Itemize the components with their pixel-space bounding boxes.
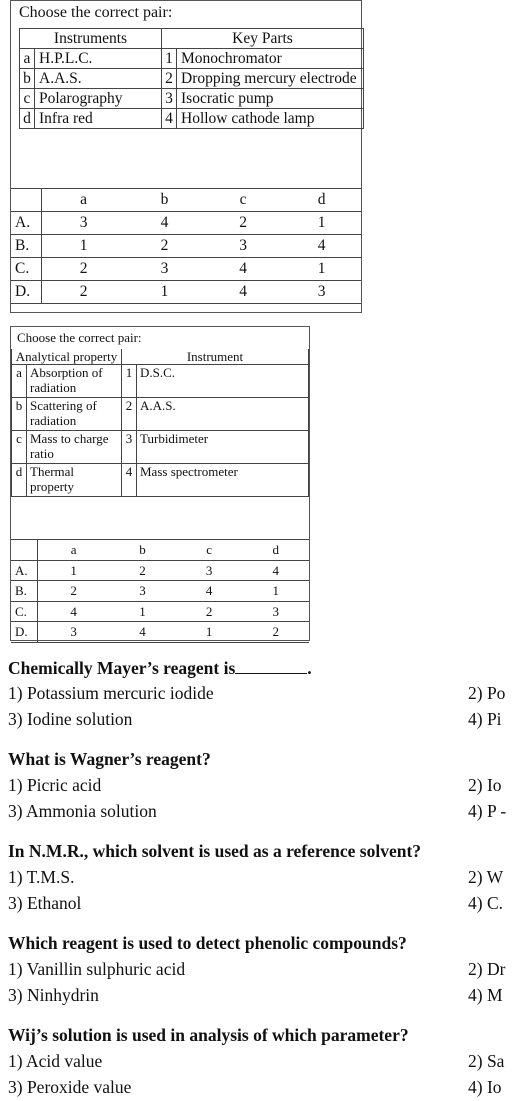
answer-cell: 1	[282, 212, 361, 235]
question-2-answer-table	[11, 539, 309, 643]
answer-header-a: a	[42, 189, 126, 212]
q7-option-1[interactable]: 1) Acid value	[8, 1051, 103, 1071]
answer-cell: 2	[176, 601, 243, 622]
answer-cell: 2	[125, 235, 204, 258]
answer-cell: 3	[176, 560, 243, 581]
q3-option-4[interactable]: 4) Pi	[468, 709, 502, 729]
answer-header-a: a	[38, 540, 110, 561]
answer-cell: 2	[242, 622, 309, 643]
q7-option-2[interactable]: 2) Sa	[468, 1051, 505, 1071]
property-cell: Mass to charge ratio	[27, 431, 122, 464]
row-number: 1	[122, 365, 137, 398]
option-label: A.	[11, 560, 38, 581]
answer-header-c: c	[176, 540, 243, 561]
column-header-analytical-property: Analytical property	[12, 349, 122, 365]
q4-option-1[interactable]: 1) Picric acid	[8, 775, 102, 795]
row-letter: a	[20, 49, 35, 69]
column-header-key-parts: Key Parts	[162, 29, 364, 49]
instrument-cell: A.A.S.	[35, 69, 162, 89]
answer-cell: 2	[42, 258, 126, 281]
answer-cell: 2	[109, 560, 176, 581]
q7-option-4[interactable]: 4) Io	[468, 1077, 502, 1097]
q7-option-3[interactable]: 3) Peroxide value	[8, 1077, 132, 1097]
question-7-text: Wij’s solution is used in analysis of which parameter?	[8, 1025, 409, 1045]
answer-row-c[interactable]	[11, 601, 309, 622]
answer-cell: 1	[109, 601, 176, 622]
answer-cell: 3	[109, 581, 176, 602]
instrument-cell: Infra red	[35, 109, 162, 129]
table-row	[20, 89, 364, 109]
answer-cell: 4	[38, 601, 110, 622]
row-letter: b	[20, 69, 35, 89]
row-letter: d	[20, 109, 35, 129]
question-4-text: What is Wagner’s reagent?	[8, 749, 211, 769]
q5-option-2[interactable]: 2) W	[468, 867, 504, 887]
instrument-cell: H.P.L.C.	[35, 49, 162, 69]
q6-option-2[interactable]: 2) Dr	[468, 959, 506, 979]
instrument-cell: Turbidimeter	[137, 431, 309, 464]
key-part-cell: Isocratic pump	[177, 89, 364, 109]
key-part-cell: Monochromator	[177, 49, 364, 69]
q3-option-1[interactable]: 1) Potassium mercuric iodide	[8, 683, 214, 703]
answer-cell: 1	[38, 560, 110, 581]
property-cell: Scattering of radiation	[27, 398, 122, 431]
answer-cell: 3	[204, 235, 283, 258]
q4-option-3[interactable]: 3) Ammonia solution	[8, 801, 157, 821]
answer-header-b: b	[125, 189, 204, 212]
question-3-text	[8, 658, 312, 679]
table-row	[20, 109, 364, 129]
answer-header-blank	[11, 189, 42, 212]
answer-cell: 4	[282, 235, 361, 258]
key-part-cell: Hollow cathode lamp	[177, 109, 364, 129]
answer-row-d[interactable]	[11, 281, 361, 304]
answer-row-b[interactable]	[11, 235, 361, 258]
answer-cell: 1	[242, 581, 309, 602]
table-row	[12, 464, 309, 497]
property-cell: Thermal property	[27, 464, 122, 497]
row-number: 3	[162, 89, 177, 109]
q4-option-4[interactable]: 4) P -	[468, 801, 507, 821]
column-header-instruments: Instruments	[20, 29, 162, 49]
row-letter: d	[12, 464, 27, 497]
answer-cell: 3	[125, 258, 204, 281]
question-1-answer-table	[11, 188, 361, 304]
answer-cell: 4	[204, 281, 283, 304]
answer-cell: 3	[242, 601, 309, 622]
table-row	[20, 49, 364, 69]
instrument-cell: Polarography	[35, 89, 162, 109]
option-label: D.	[11, 622, 38, 643]
question-3-stem: Chemically Mayer’s reagent is	[8, 658, 236, 678]
answer-row-c[interactable]	[11, 258, 361, 281]
row-number: 3	[122, 431, 137, 464]
row-number: 4	[162, 109, 177, 129]
column-header-instrument: Instrument	[122, 349, 309, 365]
q6-option-3[interactable]: 3) Ninhydrin	[8, 985, 99, 1005]
question-2-title: Choose the correct pair:	[17, 330, 142, 345]
question-2-match-table	[11, 349, 309, 497]
table-row	[20, 69, 364, 89]
option-label: A.	[11, 212, 42, 235]
option-label: B.	[11, 581, 38, 602]
q3-option-3[interactable]: 3) Iodine solution	[8, 709, 133, 729]
answer-cell: 4	[242, 560, 309, 581]
q5-option-3[interactable]: 3) Ethanol	[8, 893, 82, 913]
row-number: 1	[162, 49, 177, 69]
option-label: C.	[11, 601, 38, 622]
answer-cell: 2	[204, 212, 283, 235]
q5-option-1[interactable]: 1) T.M.S.	[8, 867, 75, 887]
question-1-title: Choose the correct pair:	[19, 4, 173, 21]
answer-row-a[interactable]	[11, 560, 309, 581]
row-number: 2	[162, 69, 177, 89]
option-label: D.	[11, 281, 42, 304]
answer-cell: 4	[204, 258, 283, 281]
q3-option-2[interactable]: 2) Po	[468, 683, 506, 703]
answer-cell: 1	[125, 281, 204, 304]
answer-header-d: d	[282, 189, 361, 212]
option-label: B.	[11, 235, 42, 258]
row-letter: c	[12, 431, 27, 464]
row-number: 2	[122, 398, 137, 431]
row-number: 4	[122, 464, 137, 497]
answer-header-blank	[11, 540, 38, 561]
property-cell: Absorption of radiation	[27, 365, 122, 398]
answer-cell: 2	[38, 581, 110, 602]
answer-header-d: d	[242, 540, 309, 561]
question-3-period: .	[307, 658, 312, 678]
question-2-box	[10, 326, 310, 641]
answer-cell: 1	[176, 622, 243, 643]
q4-option-2[interactable]: 2) Io	[468, 775, 502, 795]
table-row	[12, 398, 309, 431]
answer-cell: 4	[109, 622, 176, 643]
question-5-text: In N.M.R., which solvent is used as a reference solvent?	[8, 841, 422, 861]
answer-header-b: b	[109, 540, 176, 561]
q6-option-4[interactable]: 4) M	[468, 985, 503, 1005]
table-row	[12, 365, 309, 398]
question-1-box	[10, 0, 362, 313]
answer-cell: 3	[38, 622, 110, 643]
key-part-cell: Dropping mercury electrode	[177, 69, 364, 89]
answer-cell: 3	[42, 212, 126, 235]
question-6-text: Which reagent is used to detect phenolic compounds?	[8, 933, 407, 953]
row-letter: a	[12, 365, 27, 398]
answer-cell: 4	[176, 581, 243, 602]
answer-cell: 3	[282, 281, 361, 304]
answer-row-b[interactable]	[11, 581, 309, 602]
instrument-cell: Mass spectrometer	[137, 464, 309, 497]
answer-cell: 1	[42, 235, 126, 258]
q6-option-1[interactable]: 1) Vanillin sulphuric acid	[8, 959, 186, 979]
answer-blank	[235, 658, 307, 674]
answer-header-c: c	[204, 189, 283, 212]
question-1-match-table	[19, 28, 364, 129]
answer-cell: 2	[42, 281, 126, 304]
answer-row-a[interactable]	[11, 212, 361, 235]
table-row	[12, 431, 309, 464]
answer-row-d[interactable]	[11, 622, 309, 643]
answer-cell: 4	[125, 212, 204, 235]
instrument-cell: D.S.C.	[137, 365, 309, 398]
instrument-cell: A.A.S.	[137, 398, 309, 431]
answer-cell: 1	[282, 258, 361, 281]
option-label: C.	[11, 258, 42, 281]
q5-option-4[interactable]: 4) C.	[468, 893, 503, 913]
row-letter: c	[20, 89, 35, 109]
row-letter: b	[12, 398, 27, 431]
